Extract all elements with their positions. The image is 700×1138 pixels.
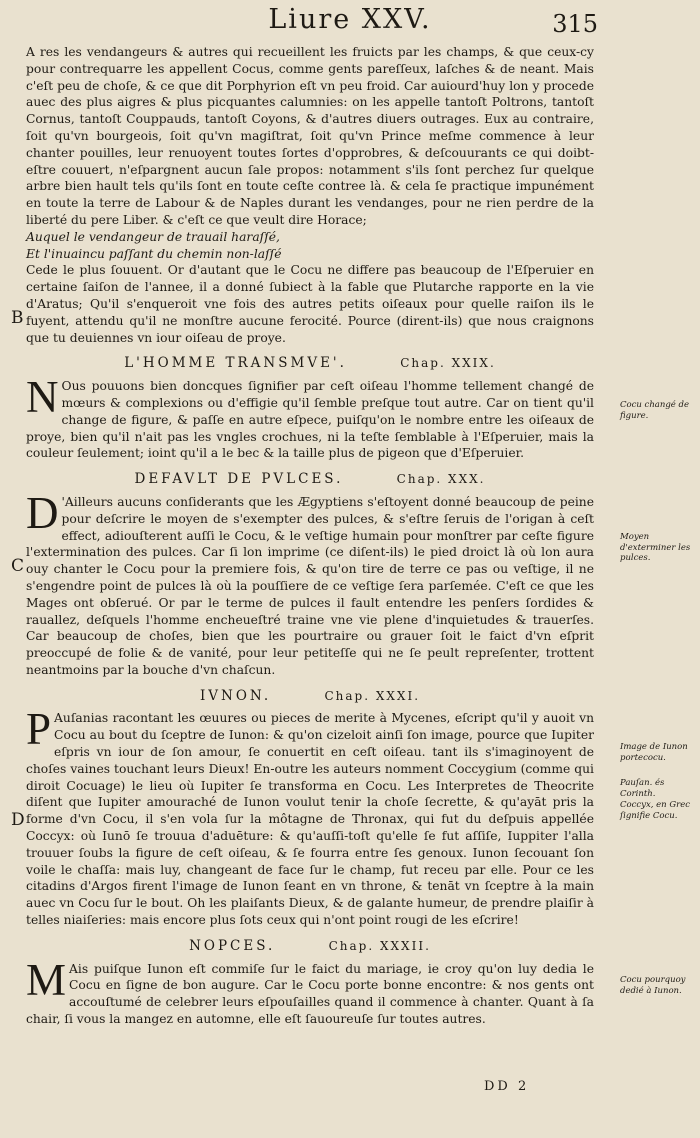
- chapter-32-paragraph: [26, 954, 594, 1028]
- verse-line: Et l'inuaincu paſſant du chemin non-laſſé: [26, 246, 282, 261]
- margin-letter: C: [11, 556, 25, 576]
- intro-paragraph-continued: Cede le plus ſouuent. Or d'autant que le Cocu ne differe pas beaucoup de l'Eſperuier en certaine ſaiſon de l'annee, il a donné ſubiect à la fable que Plutarche rapporte en la vie d'Aratus; Qu'il s'enqueroit vne fois des autres petits oiſeaux pour quelle raiſon ils le fuyent, attendu qu'il ne monſtre aucune ferocité. Pource (dirent-ils) que nous craignons que tu deuiennes vn iour oiſeau de proye.: [26, 263, 594, 345]
- paragraph-text: Ais puiſque Iunon eſt commiſe ſur le faict du mariage, ie croy qu'on luy dedia le Cocu en ſigne de bon augure. Car le Cocu porte bonne encontre: & nos gents ont accouſtumé de celebrer leurs eſpouſailles quand il commence à chanter. Quant à ſa chair, ſi vous la mangez en automne, elle eſt ſauoureuſe ſur toutes autres.: [26, 961, 594, 1027]
- intro-paragraph: A res les vendangeurs & autres qui recueillent les fruicts par les champs, & que ceux-cy pour contrequarre les appellent Cocus, comme gents pareſſeux, laſches & de neant. Mais c'eſt peu de choſe, & ce que dit Porphyrion eſt vn peu froid. Car auiourd'huy lon y procede auec des plus aigres & plus picquantes calumnies: on les appelle tantoſt Poltrons, tantoſt Cornus, tantoſt Couppauds, tantoſt Coyons, & d'autres diuers outrages. Eux au contraire, ſoit qu'vn bourgeois, ſoit qu'vn magiſtrat, ſoit qu'vn Prince meſme commence à leur chanter pouilles, leur renuoyent toutes ſortes d'opprobres, & deſcouurants ce qui doibt-eſtre couuert, n'eſpargnent aucun ſale propos: notamment s'ils ſont perchez ſur quelque arbre bien hault tels qu'ils ſont en toute ceſte contree là. & cela ſe practique impunément en toute la terre de Labour & de Naples durant les vendanges, pour ne rien perdre de la liberté du pere Liber. & c'eſt ce que veult dire Horace;: [26, 45, 594, 227]
- body-text: [26, 44, 594, 1028]
- margin-note: Pauſan. és Corinth.: [620, 778, 665, 799]
- page-header: [0, 4, 700, 42]
- chapter-number: Chap. XXXII.: [328, 938, 431, 953]
- signature-mark: DD 2: [484, 1079, 530, 1094]
- verse-line: Auquel le vendangeur de trauail haraſſé,: [26, 229, 280, 244]
- chapter-heading-title: DEFAVLT DE PVLCES.: [134, 471, 344, 488]
- margin-note: Cocu pourquoy dedié à Iunon.: [620, 975, 686, 996]
- margin-note: Moyen d'exterminer les pulces.: [620, 532, 691, 563]
- margin-letter: B: [11, 308, 24, 328]
- margin-note: Cocu changé de figure.: [620, 400, 689, 421]
- chapter-number: Chap. XXXI.: [324, 688, 421, 703]
- chapter-30-paragraph: [26, 487, 594, 679]
- drop-cap: P: [26, 704, 52, 755]
- drop-cap: M: [26, 954, 67, 1005]
- chapter-heading-30: [26, 471, 594, 488]
- chapter-heading-title: IVNON.: [199, 687, 272, 704]
- paragraph-text: Auſanias racontant les œuures ou pieces de merite à Mycenes, eſcript qu'il y auoit vn Cocu au bout du ſceptre de Iunon: & qu'on cizeloit ainſi ſon image, pource que Iupiter eſpris vn iour de ſon amour, ſe conuertit en ceſt oiſeau. tant ils s'imaginoyent de choſes vaines touchant leurs Dieux! En-outre les auteurs nomment Coccygium (comme qui diroit Cocuage) le lieu où Iupiter ſe transforma en Cocu. Les Interpretes de Theocrite diſent que Iupiter amouraché de Iunon voulut tenir la choſe ſecrette, & qu'ayāt pris la forme d'vn Cocu, il s'en vola ſur la môtagne de Thronax, qui fut du deſpuis appellée Coccyx: où Iunō ſe trouua d'aduēture: & qu'auſſi-toſt qu'elle ſe fut aſſiſe, Iuppiter l'alla trouuer ſoubs la figure de ceſt oiſeau, & ſe fourra entre ſes genoux. Iunon ſecouant ſon voile le chaſſa: mais luy, changeant de face ſur le champ, fut receu par elle. Pour ce les citadins d'Argos firent l'image de Iunon ſeant en vn throne, & tenāt vn ſceptre à la main auec vn Cocu ſur le bout. Oh les plaiſants Dieux, & de galante humeur, de prendre plaiſir à telles niaiſeries: mais encore plus ſots ceux qui n'ont point rougi de les eſcrire!: [26, 711, 594, 928]
- drop-cap: N: [26, 372, 59, 423]
- chapter-heading-32: [26, 938, 594, 955]
- chapter-31-paragraph: [26, 704, 594, 928]
- margin-note: Image de Iunon portecocu.: [620, 742, 688, 763]
- chapter-29-paragraph: [26, 372, 594, 462]
- chapter-heading-29: [26, 355, 594, 372]
- folio-number: 315: [552, 10, 598, 38]
- paragraph-text: Ous pouuons bien doncques ſignifier par ceſt oiſeau l'homme tellement changé de mœurs & complexions ou d'effigie qu'il ſemble preſque tout autre. Car on tient qu'il change de figure, & paſſe en autre eſpece, puiſqu'on le nombre entre les oiſeaux de proye, bien qu'il n'ait pas les vngles crochues, ni la teſte ſemblable à l'Eſperuier, mais la couleur ſeulement; ioint qu'il a le bec & la taille plus de pigeon que d'Eſperuier.: [26, 379, 594, 461]
- margin-letter: D: [11, 810, 25, 830]
- chapter-heading-title: L'HOMME TRANSMVE'.: [124, 355, 347, 372]
- chapter-number: Chap. XXIX.: [400, 356, 496, 371]
- running-title: Liure XXV.: [268, 4, 432, 35]
- paragraph-text: 'Ailleurs aucuns conſiderants que les Ægyptiens s'eſtoyent donné beaucoup de peine pour deſcrire le moyen de s'exempter des pulces, & s'eſtre ſeruis de l'origan à ceſt effect, adiouſterent auſſi le Cocu, & le veſtige humain pour monſtrer par ceſte figure l'extermination des pulces. Car ſi lon imprime (ce diſent-ils) le pied droict là où lon aura ouy chanter le Cocu pour la premiere fois, & qu'on tire de terre ce pas ou veſtige, il ne s'engendre point de pulces là où la pouſſiere de ce veſtige ſera parſemée. C'eſt ce que les Mages ont obſerué. Or par le terme de pulces il fault entendre les penſers ſordides & rauallez, deſquels l'homme encheueſtré traine vne vie plene d'inquietudes & trauerſes. Car beaucoup de choſes, bien que les pourtraire ou grauer ſoit le faict d'vn eſprit preoccupé de folie & de vanité, pour leur petiteſſe qui ne ſe peult repreſenter, trottent neantmoins par la bouche d'vn chaſcun.: [26, 494, 594, 677]
- drop-cap: D: [26, 487, 59, 538]
- chapter-heading-title: NOPCES.: [189, 937, 276, 954]
- chapter-number: Chap. XXX.: [396, 472, 486, 487]
- chapter-heading-31: [26, 688, 594, 705]
- margin-note: Coccyx, en Grec ſignifie Cocu.: [620, 800, 690, 821]
